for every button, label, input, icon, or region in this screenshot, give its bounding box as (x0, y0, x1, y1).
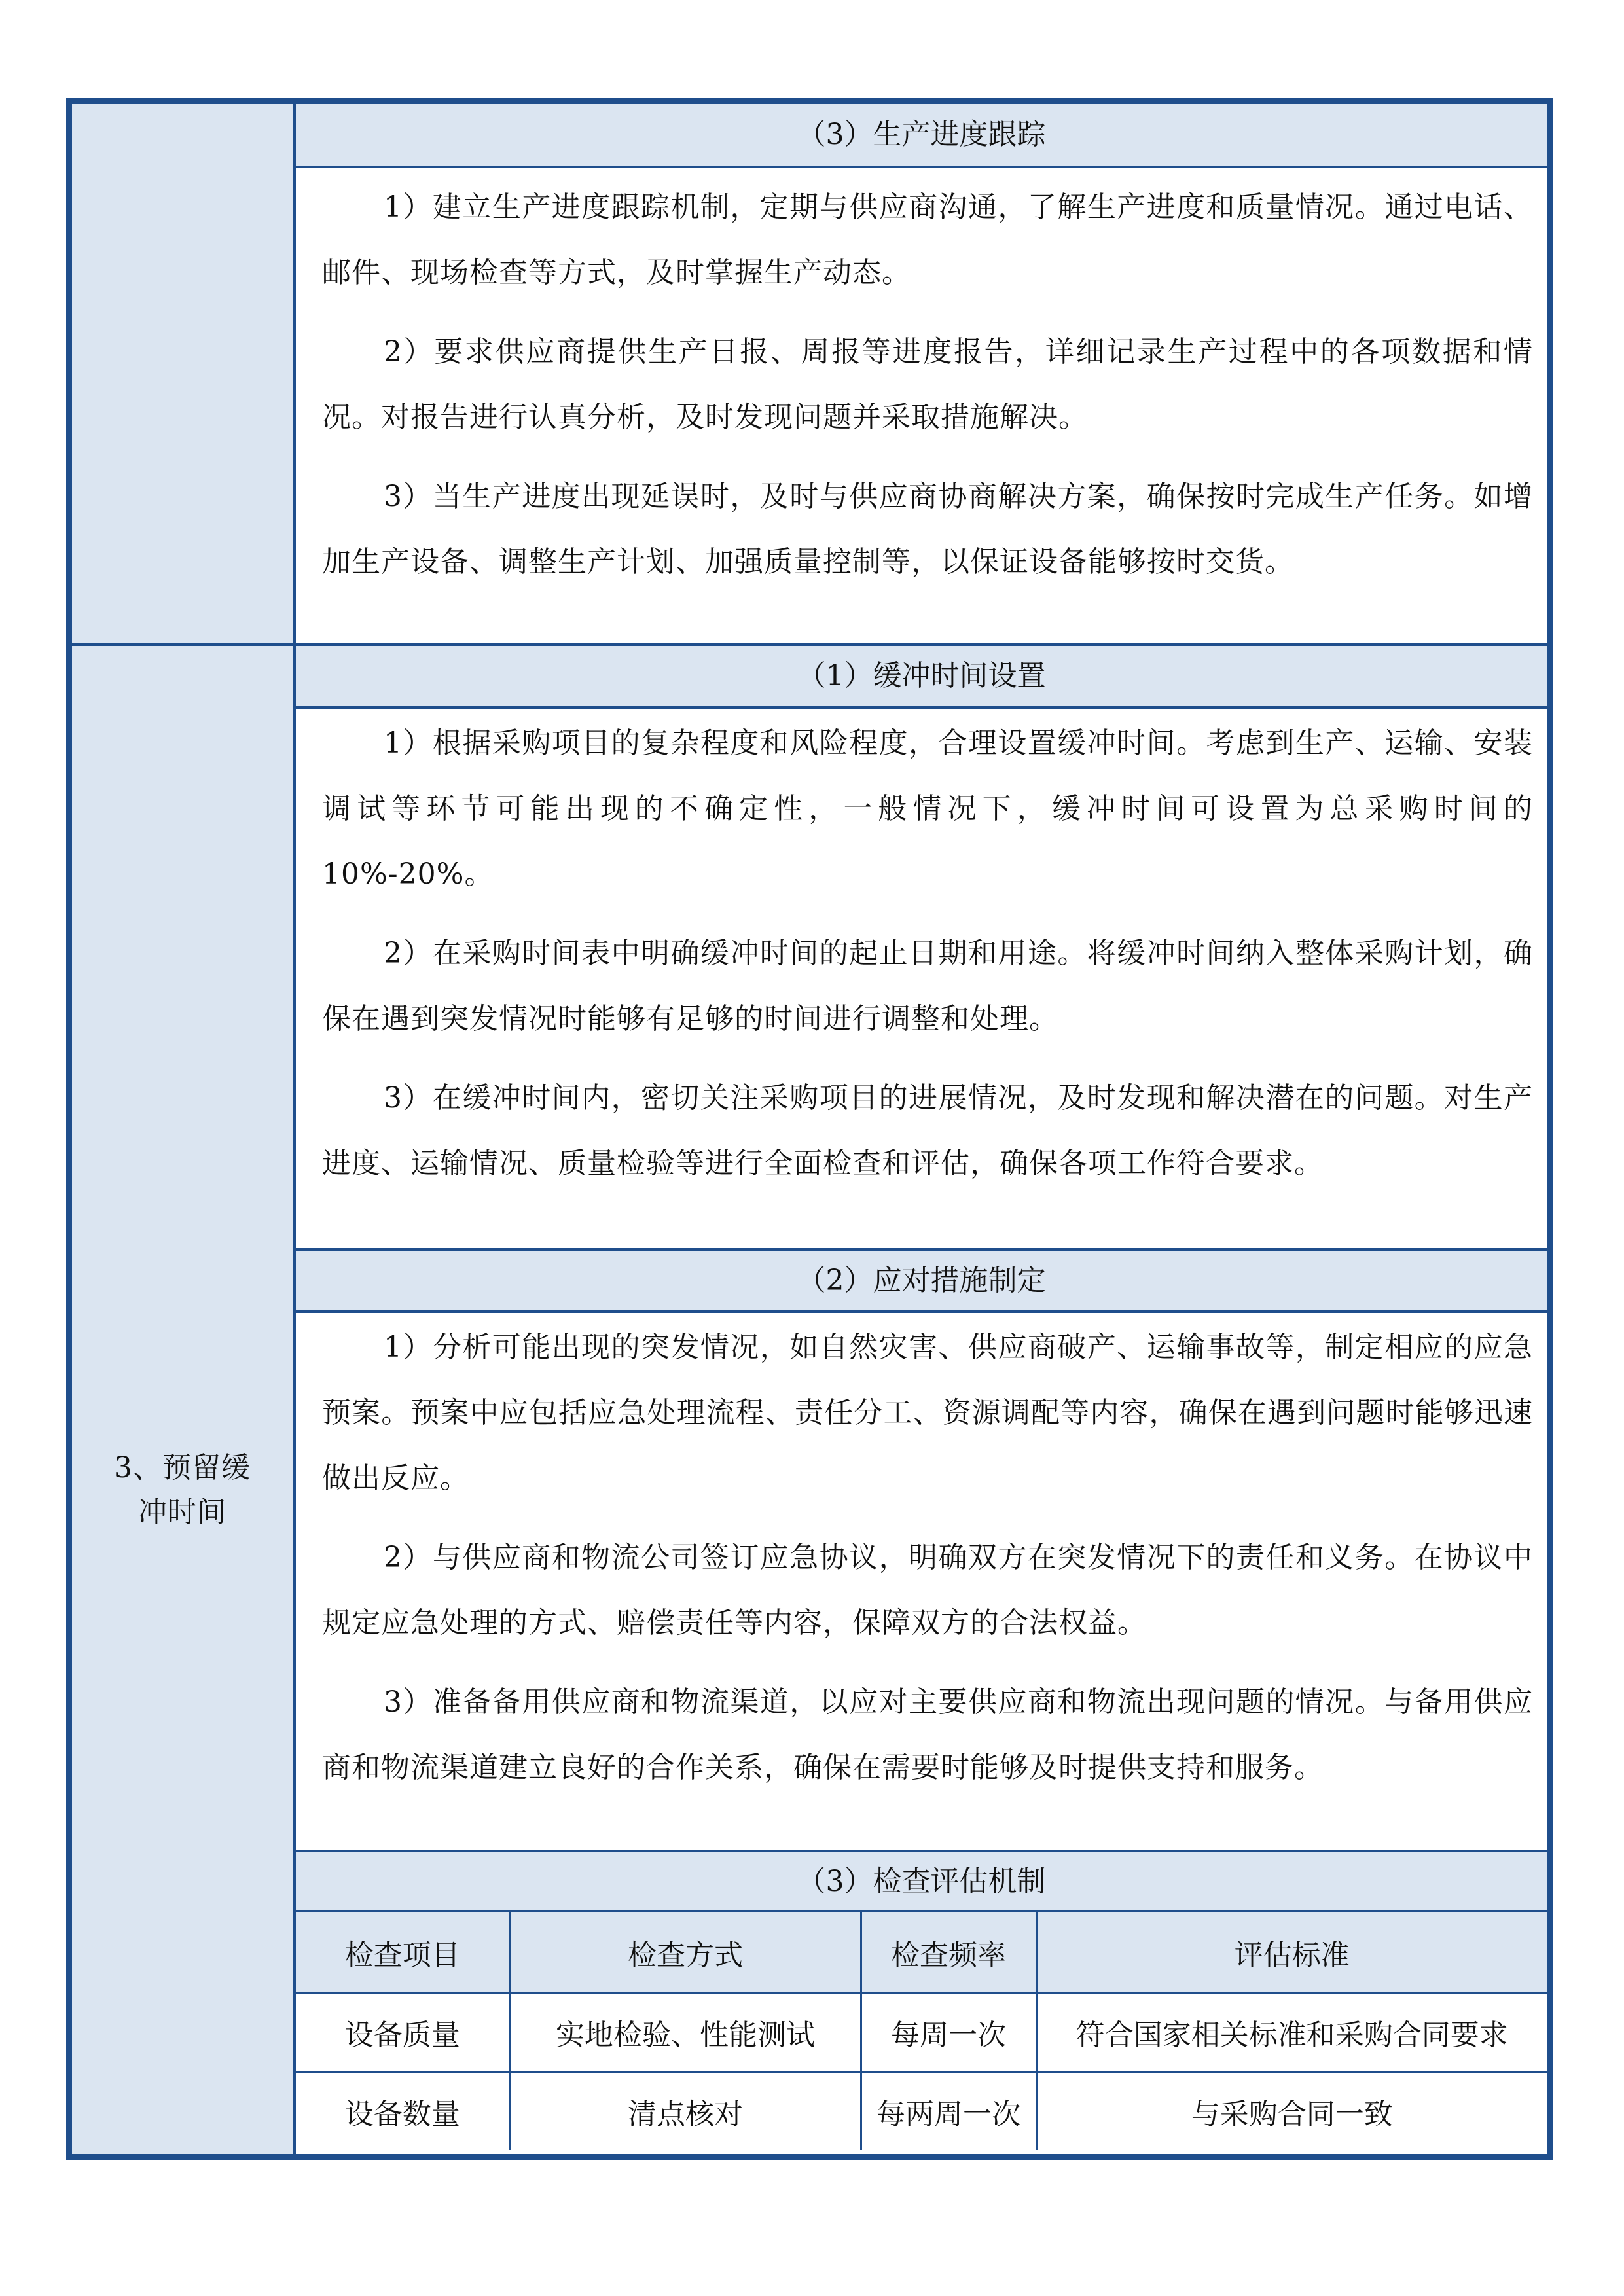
document-table (66, 98, 1553, 2160)
column-header: 检查频率 (861, 1912, 1036, 1993)
table-header-row (296, 1912, 1547, 1993)
column-header: 检查项目 (296, 1912, 510, 1993)
table-cell: 与采购合同一致 (1036, 2072, 1547, 2151)
column-header: 检查方式 (510, 1912, 861, 1993)
table-cell: 符合国家相关标准和采购合同要求 (1036, 1993, 1547, 2072)
table-cell: 设备数量 (296, 2072, 510, 2151)
paragraph: 2）与供应商和物流公司签订应急协议，明确双方在突发情况下的责任和义务。在协议中规定应急处理的方式、赔偿责任等内容，保障双方的合法权益。 (322, 1541, 1533, 1640)
section-body-buffer (322, 711, 1533, 1210)
header-divider (296, 706, 1547, 709)
table-cell: 每周一次 (861, 1993, 1036, 2072)
column-header: 评估标准 (1036, 1912, 1547, 1993)
table-cell: 设备质量 (296, 1993, 510, 2072)
section-title-progress: （3）生产进度跟踪 (797, 118, 1046, 151)
paragraph: 1）分析可能出现的突发情况，如自然灾害、供应商破产、运输事故等，制定相应的应急预案。预案中应包括应急处理流程、责任分工、资源调配等内容，确保在遇到问题时能够迅速做出反应。 (322, 1331, 1533, 1495)
paragraph: 2）在采购时间表中明确缓冲时间的起止日期和用途。将缓冲时间纳入整体采购计划，确保在遇到突发情况时能够有足够的时间进行调整和处理。 (322, 937, 1533, 1035)
paragraph: 3）准备备用供应商和物流渠道，以应对主要供应商和物流出现问题的情况。与备用供应商和物流渠道建立良好的合作关系，确保在需要时能够及时提供支持和服务。 (322, 1685, 1533, 1784)
section-header-inspection (296, 1852, 1547, 1910)
inspection-table (296, 1910, 1547, 2150)
section-header-measures (296, 1251, 1547, 1310)
section-body-measures (322, 1315, 1533, 1814)
section-title-inspection: （3）检查评估机制 (797, 1865, 1046, 1898)
content-column (296, 104, 1547, 2154)
row-label (72, 1446, 293, 1535)
table-cell: 每两周一次 (861, 2072, 1036, 2151)
section-title-buffer: （1）缓冲时间设置 (797, 659, 1046, 692)
left-label-column (72, 104, 296, 2154)
table-cell: 实地检验、性能测试 (510, 1993, 861, 2072)
header-divider (296, 1310, 1547, 1313)
table-row (296, 1993, 1547, 2072)
paragraph: 1）根据采购项目的复杂程度和风险程度，合理设置缓冲时间。考虑到生产、运输、安装调试等环节可能出现的不确定性，一般情况下，缓冲时间可设置为总采购时间的 10%-20%。 (322, 726, 1533, 891)
table-row (296, 2072, 1547, 2151)
section-header-buffer (296, 646, 1547, 706)
paragraph: 3）在缓冲时间内，密切关注采购项目的进展情况，及时发现和解决潜在的问题。对生产进度、运输情况、质量检验等进行全面检查和评估，确保各项工作符合要求。 (322, 1081, 1533, 1180)
header-divider (296, 166, 1547, 168)
paragraph: 2）要求供应商提供生产日报、周报等进度报告，详细记录生产过程中的各项数据和情况。对报告进行认真分析，及时发现问题并采取措施解决。 (322, 335, 1533, 434)
row-label-text: 3、预留缓冲时间 (114, 1451, 251, 1529)
section-header-progress (296, 104, 1547, 166)
paragraph: 3）当生产进度出现延误时，及时与供应商协商解决方案，确保按时完成生产任务。如增加生产设备、调整生产计划、加强质量控制等，以保证设备能够按时交货。 (322, 480, 1533, 579)
section-body-progress (322, 175, 1533, 609)
section-title-measures: （2）应对措施制定 (797, 1264, 1046, 1297)
row-divider (72, 643, 296, 646)
paragraph: 1）建立生产进度跟踪机制，定期与供应商沟通，了解生产进度和质量情况。通过电话、邮件、现场检查等方式，及时掌握生产动态。 (322, 190, 1533, 289)
table-cell: 清点核对 (510, 2072, 861, 2151)
